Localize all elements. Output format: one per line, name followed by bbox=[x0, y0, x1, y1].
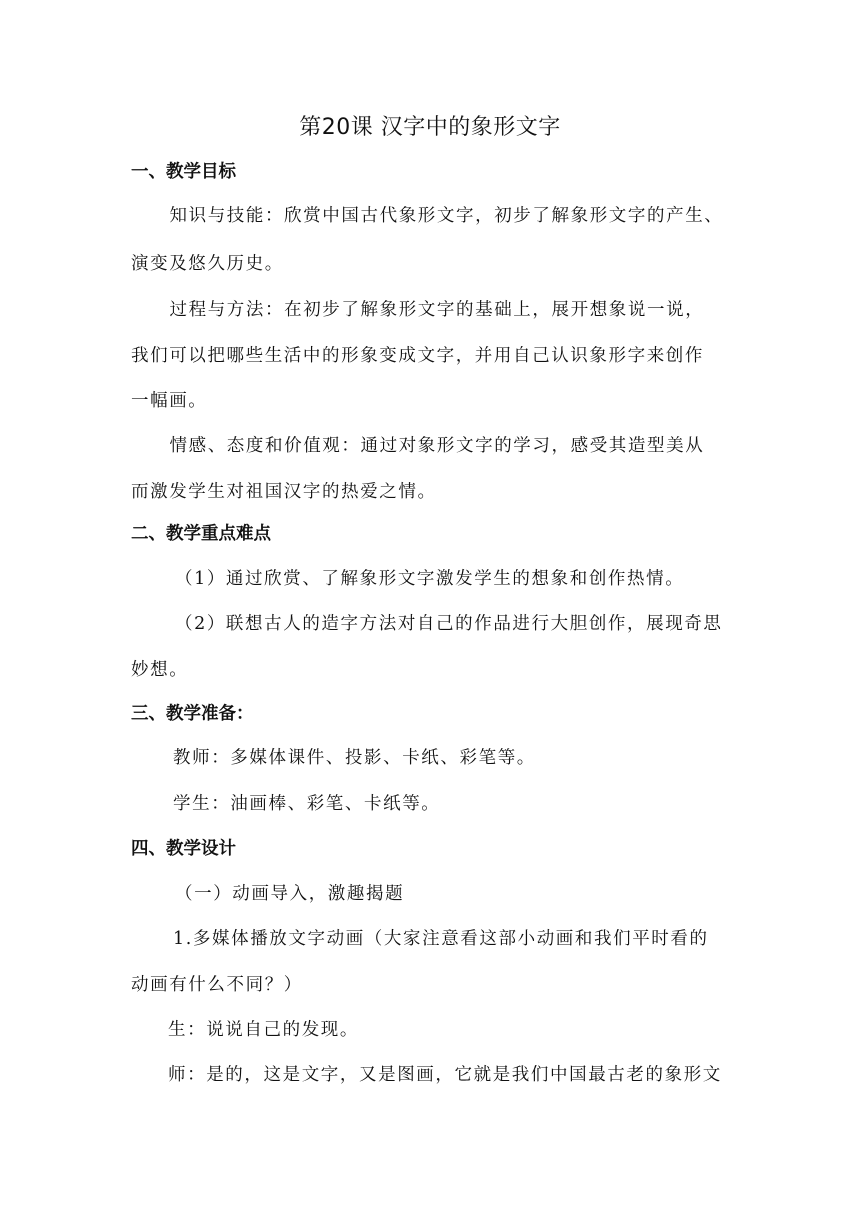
text-process-line1: 在初步了解象形文字的基础上，展开想象说一说， bbox=[284, 300, 705, 320]
text-student-materials: 学生：油画棒、彩笔、卡纸等。 bbox=[173, 794, 441, 814]
section-heading-design: 四、教学设计 bbox=[131, 839, 236, 859]
label-emotion: 情感、态度和价值观： bbox=[169, 436, 361, 456]
text-emotion-line2: 而激发学生对祖国汉字的热爱之情。 bbox=[131, 482, 437, 502]
subheading-animation-intro: （一）动画导入，激趣揭题 bbox=[175, 884, 405, 904]
text-teacher-materials: 教师：多媒体课件、投影、卡纸、彩笔等。 bbox=[173, 748, 536, 768]
text-step1-line1: 1.多媒体播放文字动画（大家注意看这部小动画和我们平时看的 bbox=[173, 929, 709, 949]
text-process-line2: 我们可以把哪些生活中的形象变成文字，并用自己认识象形字来创作 bbox=[131, 346, 704, 366]
text-keypoint-1: （1）通过欣赏、了解象形文字激发学生的想象和创作热情。 bbox=[175, 569, 685, 589]
text-knowledge-line1: 欣赏中国古代象形文字，初步了解象形文字的产生、 bbox=[284, 206, 724, 226]
section-heading-preparation: 三、教学准备： bbox=[131, 704, 254, 724]
text-keypoint-2-line1: （2）联想古人的造字方法对自己的作品进行大胆创作，展现奇思 bbox=[175, 614, 723, 634]
text-step1-line2: 动画有什么不同？） bbox=[131, 975, 303, 995]
paragraph-process bbox=[131, 297, 731, 323]
document-title: 第20课 汉字中的象形文字 bbox=[299, 115, 561, 140]
text-keypoint-2-line2: 妙想。 bbox=[131, 660, 189, 680]
label-knowledge: 知识与技能： bbox=[169, 206, 285, 226]
text-student-response: 生：说说自己的发现。 bbox=[168, 1020, 359, 1040]
text-process-line3: 一幅画。 bbox=[131, 391, 208, 411]
section-heading-key-points: 二、教学重点难点 bbox=[131, 524, 271, 544]
section-heading-objectives: 一、教学目标 bbox=[131, 162, 236, 182]
paragraph-emotion bbox=[131, 433, 731, 459]
text-teacher-response: 师：是的，这是文字，又是图画，它就是我们中国最古老的象形文 bbox=[168, 1065, 722, 1085]
text-knowledge-line2: 演变及悠久历史。 bbox=[131, 254, 284, 274]
paragraph-knowledge bbox=[131, 203, 731, 229]
text-emotion-line1: 通过对象形文字的学习，感受其造型美从 bbox=[360, 436, 705, 456]
label-process: 过程与方法： bbox=[169, 300, 285, 320]
